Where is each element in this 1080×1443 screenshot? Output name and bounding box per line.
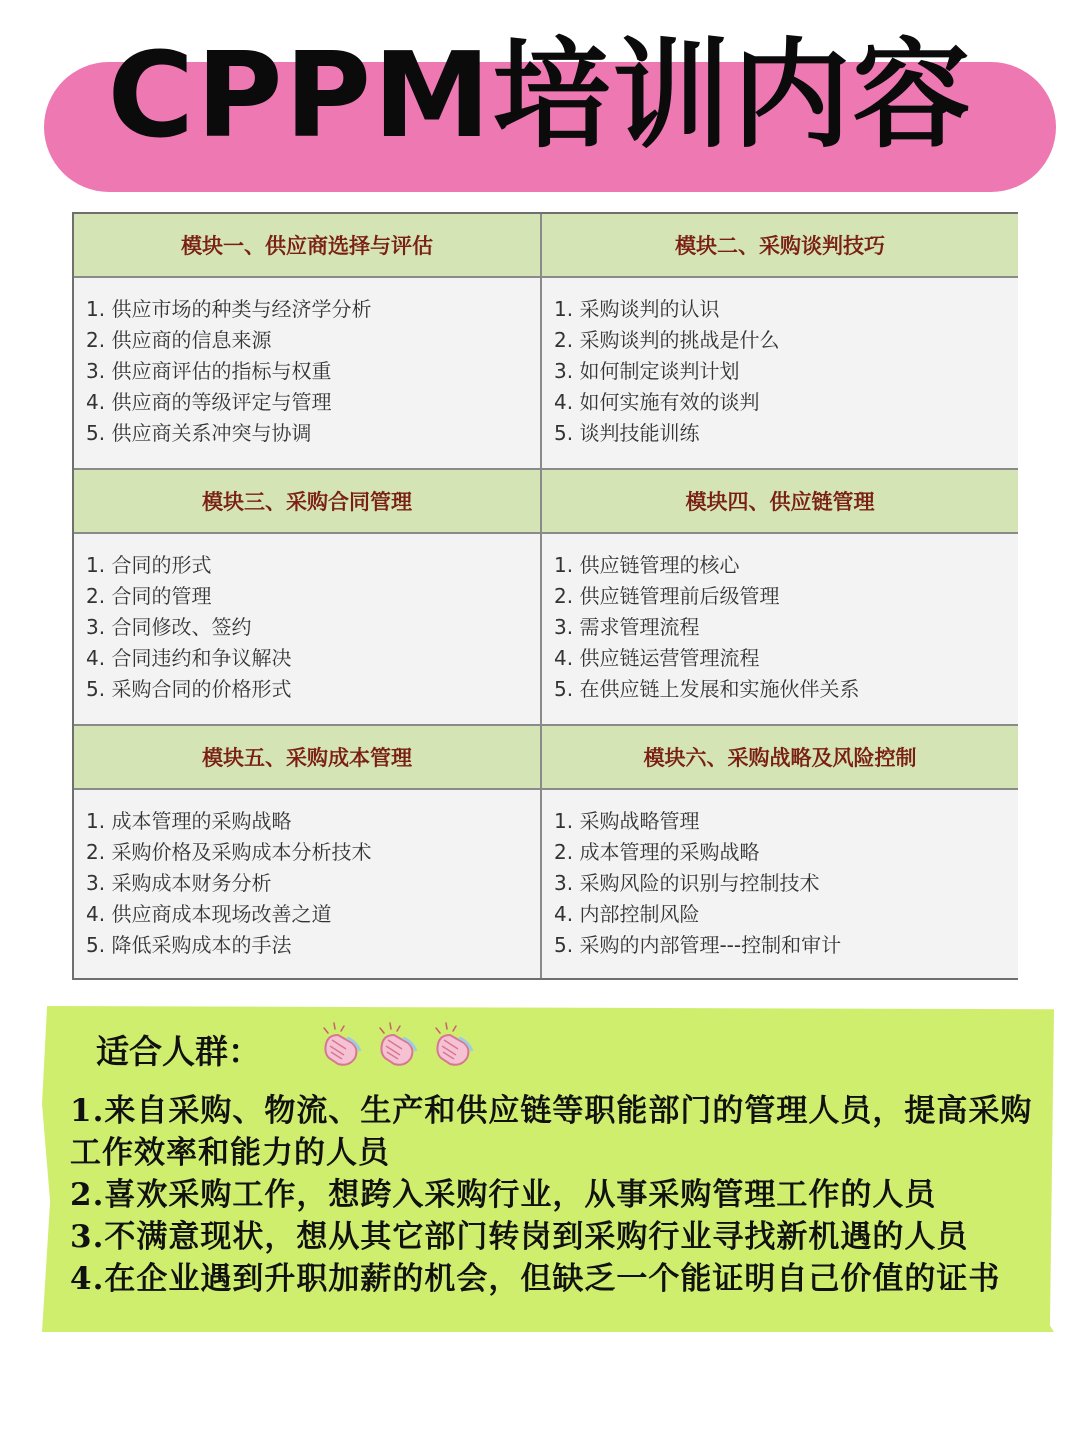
list-item: 2. 合同的管理 xyxy=(86,584,212,608)
list-item: 2. 供应链管理前后级管理 xyxy=(554,584,780,608)
list-item: 5. 采购的内部管理---控制和审计 xyxy=(554,933,842,957)
list-item: 3. 采购风险的识别与控制技术 xyxy=(554,871,820,895)
module-heading: 模块六、采购战略及风险控制 xyxy=(542,726,1018,790)
list-item: 1. 供应市场的种类与经济学分析 xyxy=(86,297,372,321)
audience-item: 4.在企业遇到升职加薪的机会，但缺乏一个能证明自己价值的证书 xyxy=(70,1261,1001,1297)
list-item: 2. 成本管理的采购战略 xyxy=(554,840,760,864)
list-item: 4. 供应商的等级评定与管理 xyxy=(86,390,332,414)
module-grid xyxy=(72,212,1018,980)
audience-item: 3.不满意现状，想从其它部门转岗到采购行业寻找新机遇的人员 xyxy=(70,1219,969,1255)
clapping-hands-icon xyxy=(314,1018,366,1070)
list-item: 3. 采购成本财务分析 xyxy=(86,871,272,895)
module-4 xyxy=(542,470,1018,726)
module-item-list xyxy=(542,790,1018,978)
module-1 xyxy=(74,214,542,470)
clapping-hands-icon xyxy=(370,1018,422,1070)
module-heading: 模块一、供应商选择与评估 xyxy=(74,214,540,278)
list-item: 2. 采购价格及采购成本分析技术 xyxy=(86,840,372,864)
module-heading: 模块三、采购合同管理 xyxy=(74,470,540,534)
module-heading: 模块五、采购成本管理 xyxy=(74,726,540,790)
list-item: 1. 采购战略管理 xyxy=(554,809,700,833)
clap-icon-row xyxy=(314,1018,478,1070)
module-item-list xyxy=(74,278,540,468)
module-heading: 模块二、采购谈判技巧 xyxy=(542,214,1018,278)
list-item: 3. 如何制定谈判计划 xyxy=(554,359,740,383)
list-item: 4. 供应链运营管理流程 xyxy=(554,646,760,670)
audience-list xyxy=(70,1090,1036,1300)
module-6 xyxy=(542,726,1018,978)
list-item: 5. 降低采购成本的手法 xyxy=(86,933,292,957)
list-item: 2. 供应商的信息来源 xyxy=(86,328,272,352)
audience-item: 2.喜欢采购工作，想跨入采购行业，从事采购管理工作的人员 xyxy=(70,1177,937,1213)
audience-title: 适合人群： xyxy=(96,1032,261,1071)
list-item: 1. 供应链管理的核心 xyxy=(554,553,740,577)
module-2 xyxy=(542,214,1018,470)
clapping-hands-icon xyxy=(426,1018,478,1070)
list-item: 4. 内部控制风险 xyxy=(554,902,700,926)
module-heading: 模块四、供应链管理 xyxy=(542,470,1018,534)
list-item: 3. 合同修改、签约 xyxy=(86,615,252,639)
list-item: 1. 采购谈判的认识 xyxy=(554,297,720,321)
list-item: 2. 采购谈判的挑战是什么 xyxy=(554,328,780,352)
list-item: 5. 采购合同的价格形式 xyxy=(86,677,292,701)
audience-item: 1.来自采购、物流、生产和供应链等职能部门的管理人员，提高采购工作效率和能力的人员 xyxy=(70,1093,1033,1171)
module-item-list xyxy=(74,534,540,724)
module-5 xyxy=(74,726,542,978)
list-item: 1. 合同的形式 xyxy=(86,553,212,577)
list-item: 5. 在供应链上发展和实施伙伴关系 xyxy=(554,677,860,701)
list-item: 4. 合同违约和争议解决 xyxy=(86,646,292,670)
list-item: 3. 供应商评估的指标与权重 xyxy=(86,359,332,383)
page-title: CPPM培训内容 xyxy=(107,26,973,164)
list-item: 4. 供应商成本现场改善之道 xyxy=(86,902,332,926)
module-item-list xyxy=(542,534,1018,724)
list-item: 3. 需求管理流程 xyxy=(554,615,700,639)
module-item-list xyxy=(74,790,540,978)
module-item-list xyxy=(542,278,1018,468)
list-item: 1. 成本管理的采购战略 xyxy=(86,809,292,833)
list-item: 5. 供应商关系冲突与协调 xyxy=(86,421,312,445)
list-item: 4. 如何实施有效的谈判 xyxy=(554,390,760,414)
module-3 xyxy=(74,470,542,726)
list-item: 5. 谈判技能训练 xyxy=(554,421,700,445)
